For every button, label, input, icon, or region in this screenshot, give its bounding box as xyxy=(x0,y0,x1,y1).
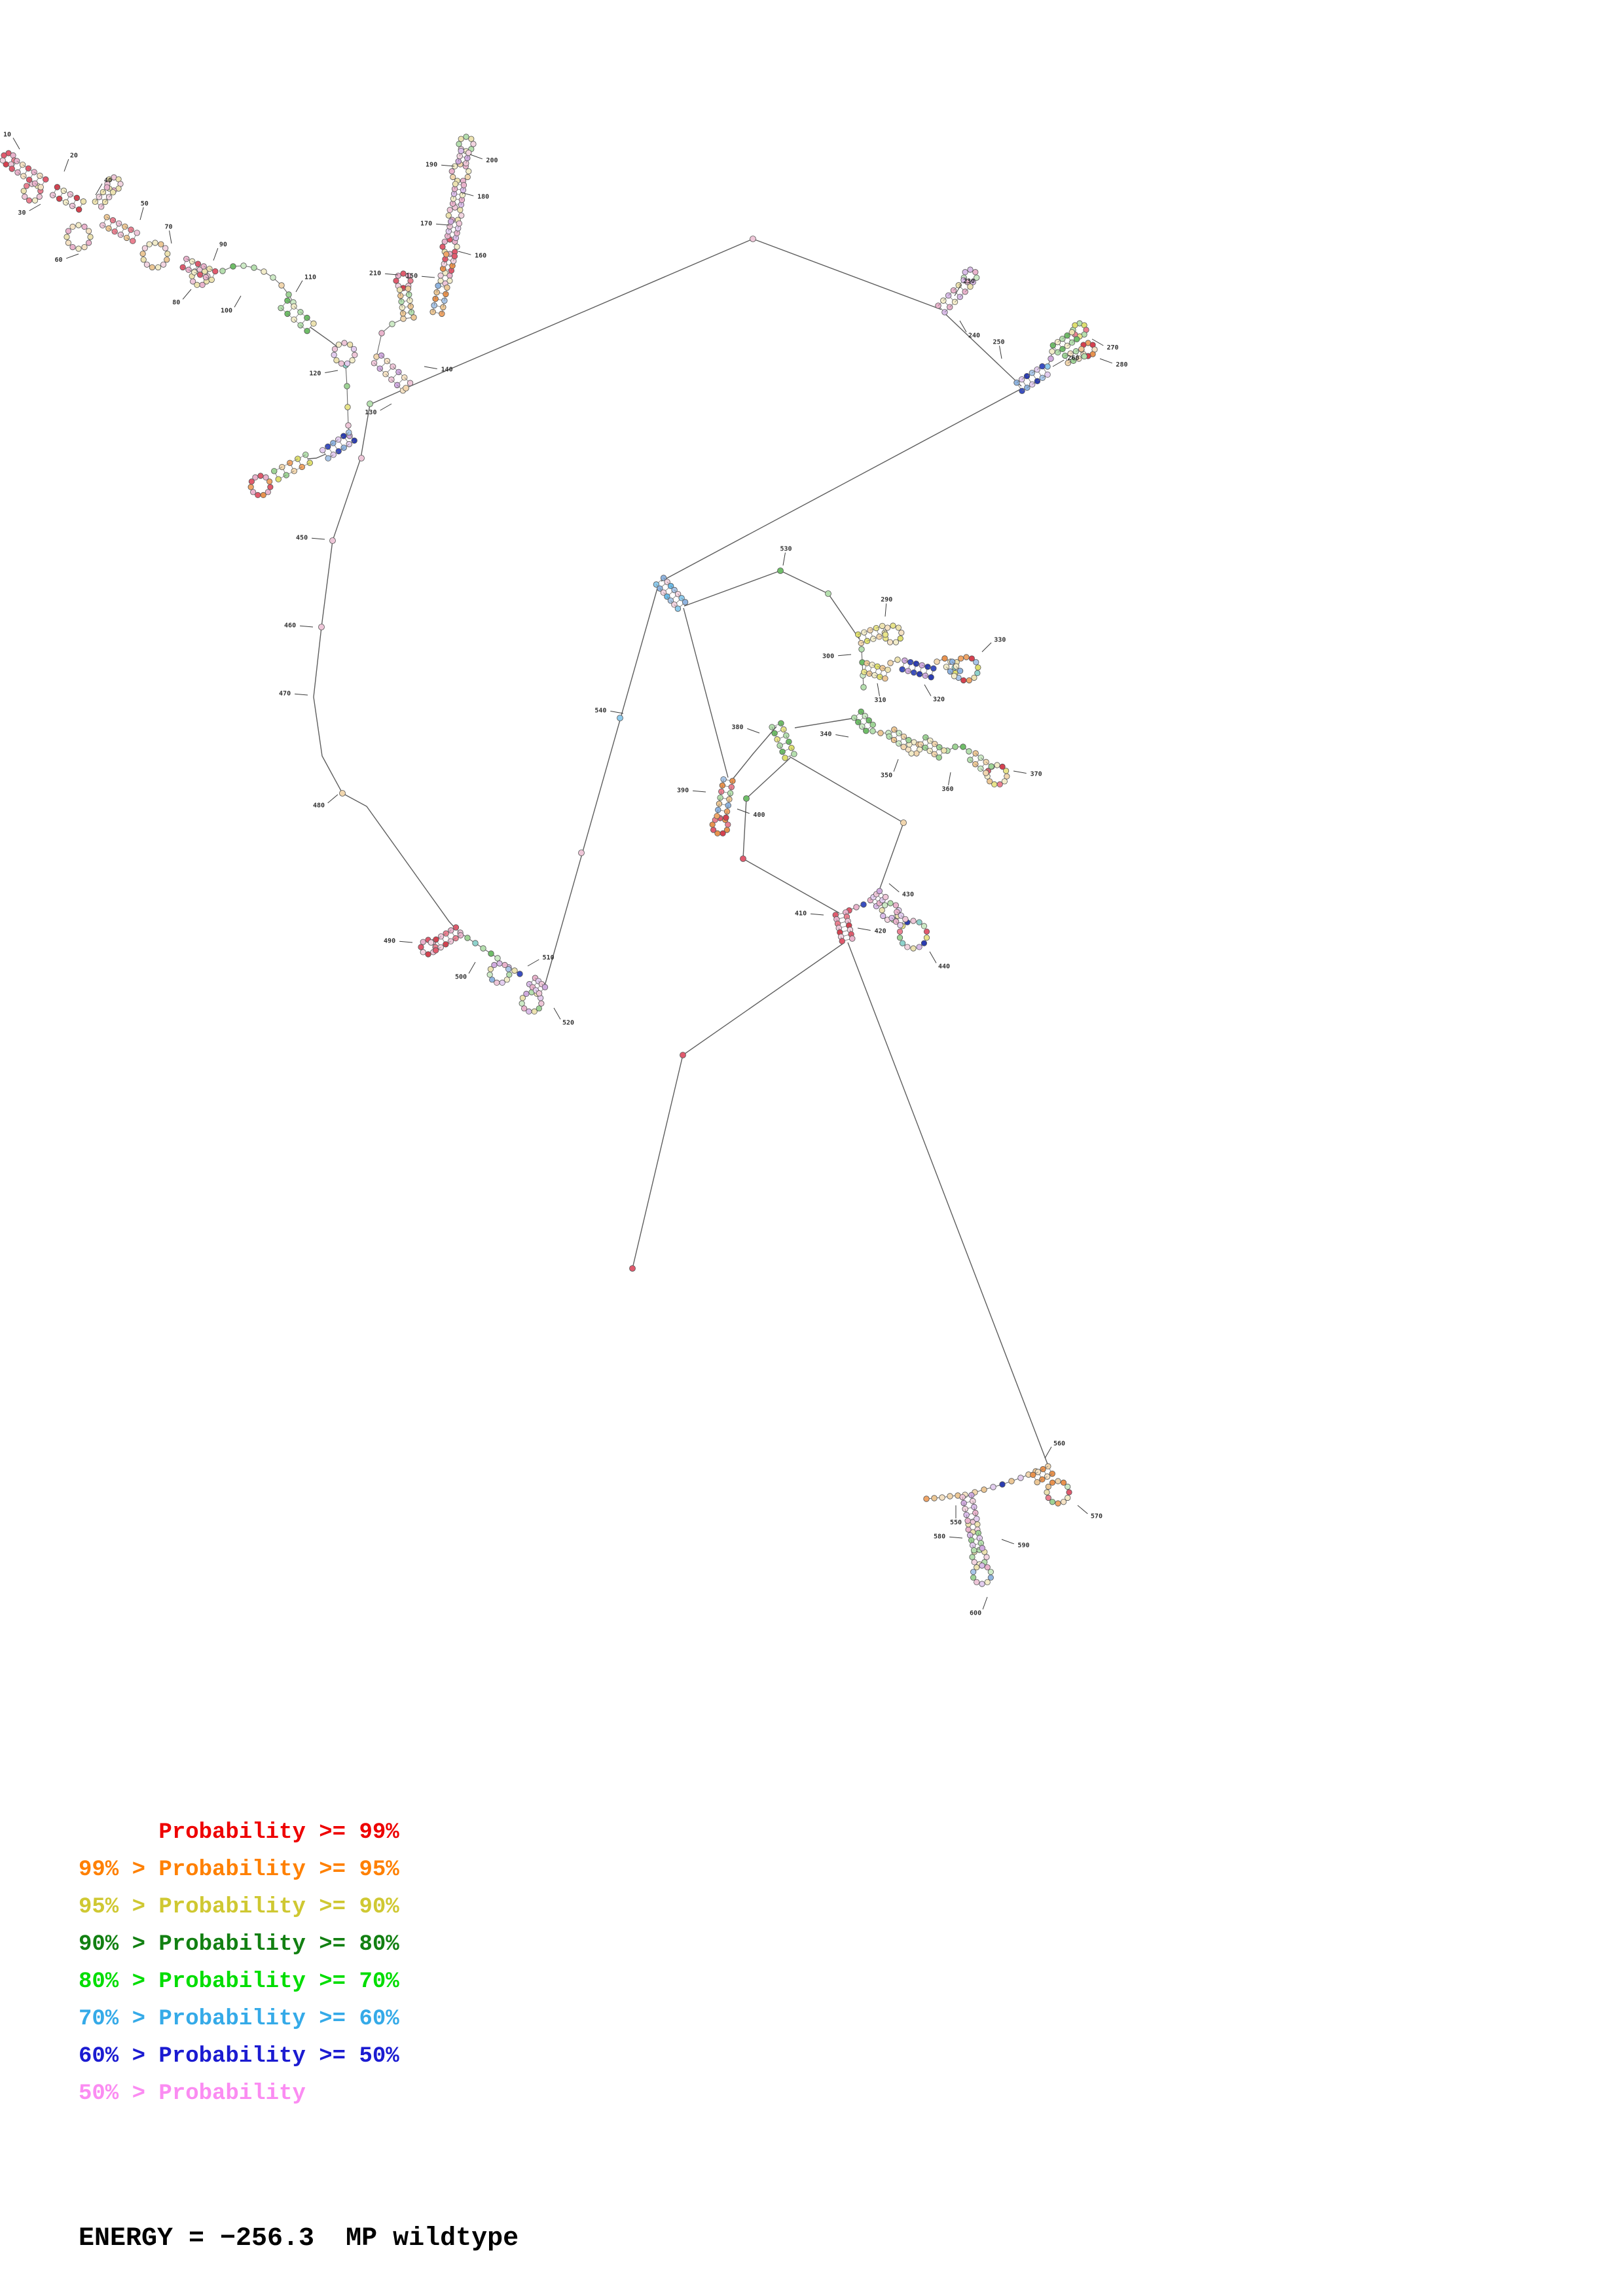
svg-text:10: 10 xyxy=(3,131,11,139)
tick-labels xyxy=(3,131,1128,1617)
svg-text:390: 390 xyxy=(677,787,689,795)
loop-circles xyxy=(0,134,1097,1587)
svg-text:540: 540 xyxy=(594,707,607,715)
svg-text:140: 140 xyxy=(441,366,453,374)
legend-row-95: 99% > Probability >= 95% xyxy=(79,1857,399,1882)
helix-ladders xyxy=(9,148,1087,1553)
svg-text:480: 480 xyxy=(313,802,325,810)
legend-row-50: 60% > Probability >= 50% xyxy=(79,2044,399,2069)
svg-text:590: 590 xyxy=(1017,1541,1030,1549)
svg-text:430: 430 xyxy=(902,891,914,899)
svg-text:350: 350 xyxy=(881,772,893,780)
svg-text:400: 400 xyxy=(753,811,765,819)
svg-text:210: 210 xyxy=(369,270,382,278)
svg-text:130: 130 xyxy=(365,409,377,416)
svg-text:190: 190 xyxy=(426,161,438,169)
legend-row-60: 70% > Probability >= 60% xyxy=(79,2007,399,2032)
svg-text:40: 40 xyxy=(104,177,113,185)
svg-text:180: 180 xyxy=(477,193,490,201)
svg-text:200: 200 xyxy=(486,156,498,164)
svg-text:310: 310 xyxy=(874,696,886,704)
svg-text:270: 270 xyxy=(1106,344,1119,351)
svg-text:260: 260 xyxy=(1067,355,1080,362)
svg-text:340: 340 xyxy=(820,730,832,738)
svg-text:380: 380 xyxy=(731,724,744,732)
strand-lines xyxy=(308,239,1049,1467)
svg-text:450: 450 xyxy=(296,534,308,542)
svg-text:530: 530 xyxy=(780,545,792,553)
svg-text:80: 80 xyxy=(172,298,181,306)
svg-text:320: 320 xyxy=(933,696,945,704)
energy-caption: ENERGY = −256.3 MP wildtype xyxy=(79,2224,519,2253)
svg-text:510: 510 xyxy=(542,954,555,961)
svg-text:460: 460 xyxy=(284,622,297,630)
svg-text:250: 250 xyxy=(993,338,1005,346)
svg-text:440: 440 xyxy=(938,963,951,971)
svg-text:30: 30 xyxy=(18,209,26,217)
probability-legend xyxy=(79,1814,399,2113)
svg-text:90: 90 xyxy=(219,241,227,249)
svg-text:470: 470 xyxy=(279,690,291,698)
svg-text:600: 600 xyxy=(970,1609,982,1617)
svg-text:160: 160 xyxy=(475,252,487,260)
legend-row-80: 90% > Probability >= 80% xyxy=(79,1932,399,1957)
svg-text:330: 330 xyxy=(994,636,1006,644)
svg-text:550: 550 xyxy=(949,1519,962,1526)
svg-text:580: 580 xyxy=(934,1533,946,1541)
svg-text:560: 560 xyxy=(1053,1440,1066,1448)
svg-text:410: 410 xyxy=(795,910,807,918)
svg-text:360: 360 xyxy=(941,785,954,793)
svg-text:20: 20 xyxy=(69,152,78,160)
svg-text:290: 290 xyxy=(881,596,893,604)
svg-text:230: 230 xyxy=(963,278,976,285)
svg-text:110: 110 xyxy=(304,274,317,281)
svg-text:500: 500 xyxy=(454,973,467,981)
svg-text:70: 70 xyxy=(164,223,173,231)
svg-text:50: 50 xyxy=(140,200,149,207)
svg-text:120: 120 xyxy=(309,370,321,378)
svg-text:170: 170 xyxy=(420,220,433,228)
nucleotide-dots xyxy=(319,236,907,1272)
svg-text:520: 520 xyxy=(562,1019,575,1027)
svg-text:60: 60 xyxy=(54,256,63,264)
svg-text:280: 280 xyxy=(1116,361,1128,368)
svg-text:420: 420 xyxy=(874,927,886,935)
svg-text:240: 240 xyxy=(968,332,981,340)
legend-row-70: 80% > Probability >= 70% xyxy=(79,1969,399,1994)
svg-text:150: 150 xyxy=(406,272,418,280)
legend-row-90: 95% > Probability >= 90% xyxy=(79,1895,399,1920)
svg-text:300: 300 xyxy=(822,653,835,660)
svg-text:490: 490 xyxy=(384,937,396,945)
legend-row-below: 50% > Probability xyxy=(79,2081,306,2106)
svg-text:100: 100 xyxy=(220,307,232,315)
svg-text:370: 370 xyxy=(1030,770,1042,778)
legend-row-99: Probability >= 99% xyxy=(79,1820,399,1845)
svg-text:570: 570 xyxy=(1090,1513,1103,1520)
